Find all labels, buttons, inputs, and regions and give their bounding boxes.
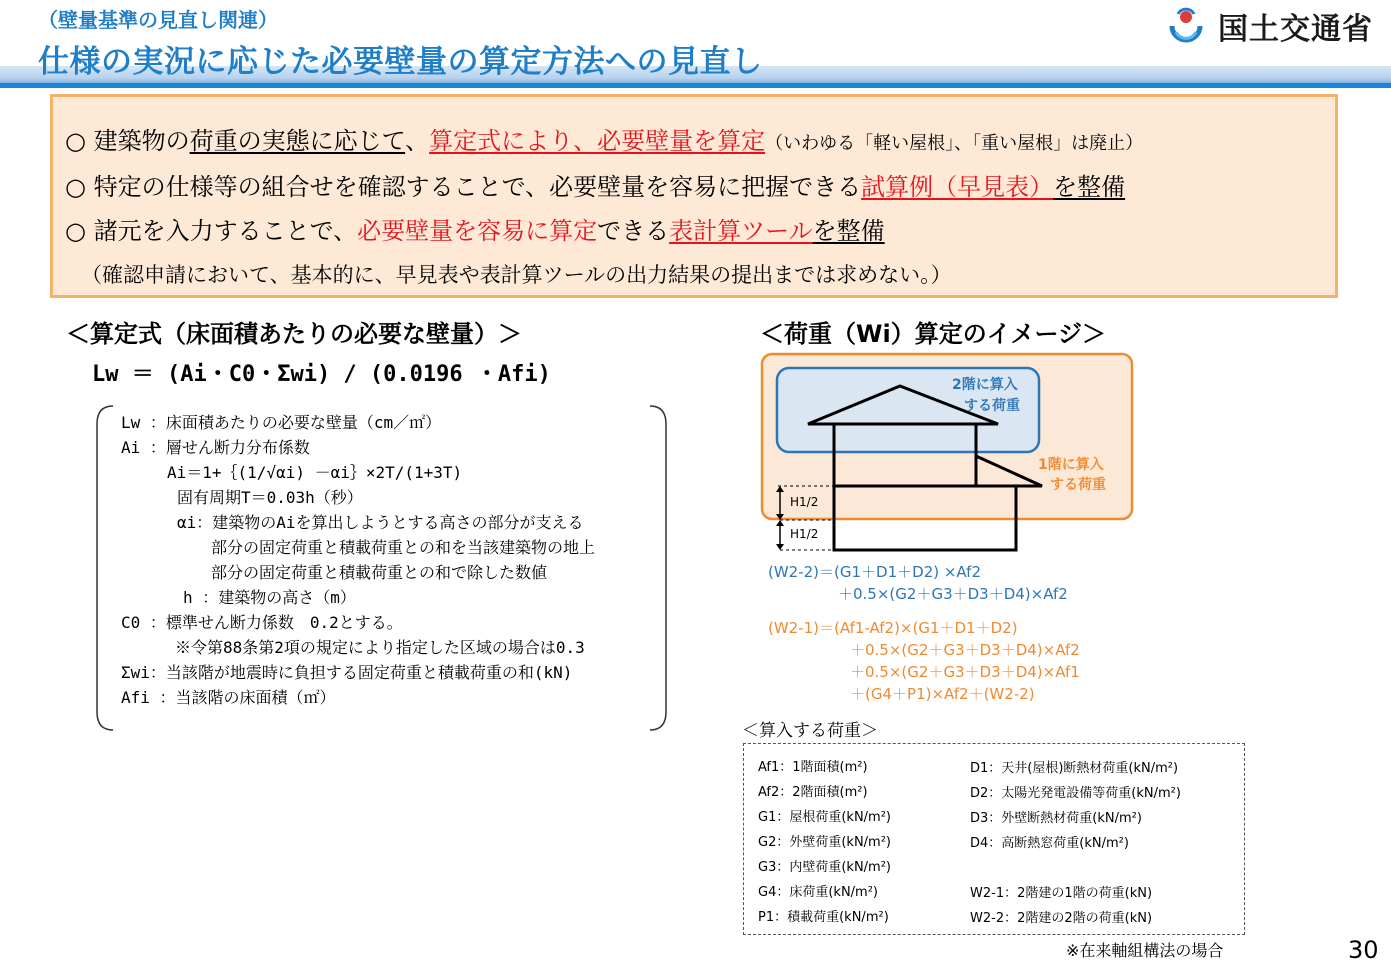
- eq-w22-line1: (W2-2)＝(G1＋D1＋D2) ×Af2: [768, 563, 981, 581]
- eq-w21-line2: ＋0.5×(G2＋G3＋D3＋D4)×Af2: [850, 641, 1080, 659]
- mlit-logo-text: 国土交通省: [1218, 12, 1373, 47]
- legend-box: [743, 743, 1245, 935]
- formula-heading: ＜算定式（床面積あたりの必要な壁量）＞: [66, 320, 522, 348]
- legend-item: D4：高断熱窓荷重(kN/m²): [970, 836, 1129, 851]
- wall-formula: Lw ＝ (Ai・C0・Σwi) / (0.0196 ・Afi): [92, 362, 551, 387]
- legend-title: ＜算入する荷重＞: [742, 721, 878, 741]
- legend-item: G3：内壁荷重(kN/m²): [758, 860, 891, 875]
- def-lw: Lw ：床面積あたりの必要な壁量（cm／㎡）: [121, 413, 442, 432]
- legend-item: Af2：2階面積(m²): [758, 785, 868, 800]
- def-alpha-cont: 部分の固定荷重と積載荷重との和で除した数値: [211, 563, 548, 582]
- summary-box: [50, 94, 1338, 298]
- def-c0-note: ※令第88条第2項の規定により指定した区域の場合は0.3: [175, 638, 585, 657]
- summary-text: 建築物の: [85, 127, 190, 155]
- legend-item: W2-1：2階建の1階の荷重(kN): [970, 886, 1153, 901]
- label-1f-line2: する荷重: [1050, 477, 1106, 493]
- label-1f-line1: 1階に算入: [1038, 457, 1104, 473]
- summary-note: （確認申請において、基本的に、早見表や表計算ツールの出力結果の提出までは求めない。）: [81, 263, 952, 287]
- title-band-line: [0, 83, 1391, 88]
- label-2f-line1: 2階に算入: [952, 377, 1018, 393]
- def-alpha: αi：建築物のAiを算出しようとする高さの部分が支える: [177, 513, 584, 532]
- summary-text-underlined: を整備: [812, 217, 885, 245]
- legend-item: P1：積載荷重(kN/m²): [758, 910, 889, 925]
- summary-text-highlight: 算定式により、必要壁量を算定: [429, 127, 766, 155]
- def-h: h ：建築物の高さ（m）: [183, 588, 356, 607]
- h-half-lower: H1/2: [790, 527, 819, 541]
- h-half-upper: H1/2: [790, 495, 819, 509]
- def-afi: Afi ：当該階の床面積（㎡）: [121, 688, 336, 707]
- eq-w22-line2: ＋0.5×(G2＋G3＋D3＋D4)×Af2: [838, 585, 1068, 603]
- def-alpha-cont: 部分の固定荷重と積載荷重との和を当該建築物の地上: [211, 538, 596, 557]
- bullet: ○: [65, 127, 86, 155]
- eq-w21-line3: ＋0.5×(G2＋G3＋D3＋D4)×Af1: [850, 663, 1080, 681]
- slide-title: 仕様の実況に応じた必要壁量の算定方法への見直し: [38, 44, 763, 80]
- mlit-logo-icon: [1164, 2, 1208, 46]
- summary-line-2: [65, 167, 1125, 202]
- summary-text-highlight: 必要壁量を容易に算定: [357, 217, 598, 245]
- summary-text-note: （いわゆる「軽い屋根」、「重い屋根」は廃止）: [765, 133, 1144, 154]
- summary-text: 特定の仕様等の組合せを確認することで、必要壁量を容易に把握できる: [85, 173, 862, 201]
- page-number: 30: [1348, 936, 1379, 964]
- bullet: ○: [65, 217, 86, 245]
- slide-subtitle: （壁量基準の見直し関連）: [38, 8, 278, 32]
- def-ai-formula: Ai＝1+｛(1/√αi) －αi｝×2T/(1+3T): [167, 463, 463, 482]
- legend-item: W2-2：2階建の2階の荷重(kN): [970, 911, 1153, 926]
- summary-text-underlined: を整備: [1053, 173, 1126, 201]
- def-period: 固有周期T＝0.03h（秒）: [177, 488, 363, 507]
- summary-text-highlight: 試算例（早見表）: [861, 173, 1054, 201]
- legend-item: G4：床荷重(kN/m²): [758, 885, 878, 900]
- summary-text-underlined: 荷重の実態に応じて: [189, 127, 406, 155]
- def-wi: Σwi：当該階が地震時に負担する固定荷重と積載荷重の和(kN): [121, 663, 573, 682]
- definitions-box: [95, 404, 668, 732]
- legend-item: D3：外壁断熱材荷重(kN/m²): [970, 811, 1142, 826]
- def-c0: C0 ：標準せん断力係数 0.2とする。: [121, 613, 403, 632]
- legend-item: D1：天井(屋根)断熱材荷重(kN/m²): [970, 761, 1179, 776]
- summary-text: 諸元を入力することで、: [85, 217, 358, 245]
- summary-line-3: [65, 211, 885, 246]
- eq-w21-line1: (W2-1)＝(Af1-Af2)×(G1＋D1＋D2): [768, 619, 1018, 637]
- legend-item: D2：太陽光発電設備等荷重(kN/m²): [970, 786, 1181, 801]
- footnote: ※在来軸組構法の場合: [1066, 941, 1224, 960]
- summary-line-1: [65, 121, 1143, 156]
- bullet: ○: [65, 173, 86, 201]
- legend-item: G1：屋根荷重(kN/m²): [758, 810, 891, 825]
- summary-text: 、: [405, 127, 430, 155]
- legend-item: Af1：1階面積(m²): [758, 760, 868, 775]
- summary-text: できる: [597, 217, 670, 245]
- eq-w21-line4: ＋(G4＋P1)×Af2＋(W2-2): [850, 685, 1035, 703]
- legend-item: G2：外壁荷重(kN/m²): [758, 835, 891, 850]
- def-ai: Ai ：層せん断力分布係数: [121, 438, 310, 457]
- summary-text-highlight: 表計算ツール: [669, 217, 813, 245]
- load-heading: ＜荷重（Wi）算定のイメージ＞: [760, 320, 1106, 348]
- label-2f-line2: する荷重: [964, 398, 1020, 414]
